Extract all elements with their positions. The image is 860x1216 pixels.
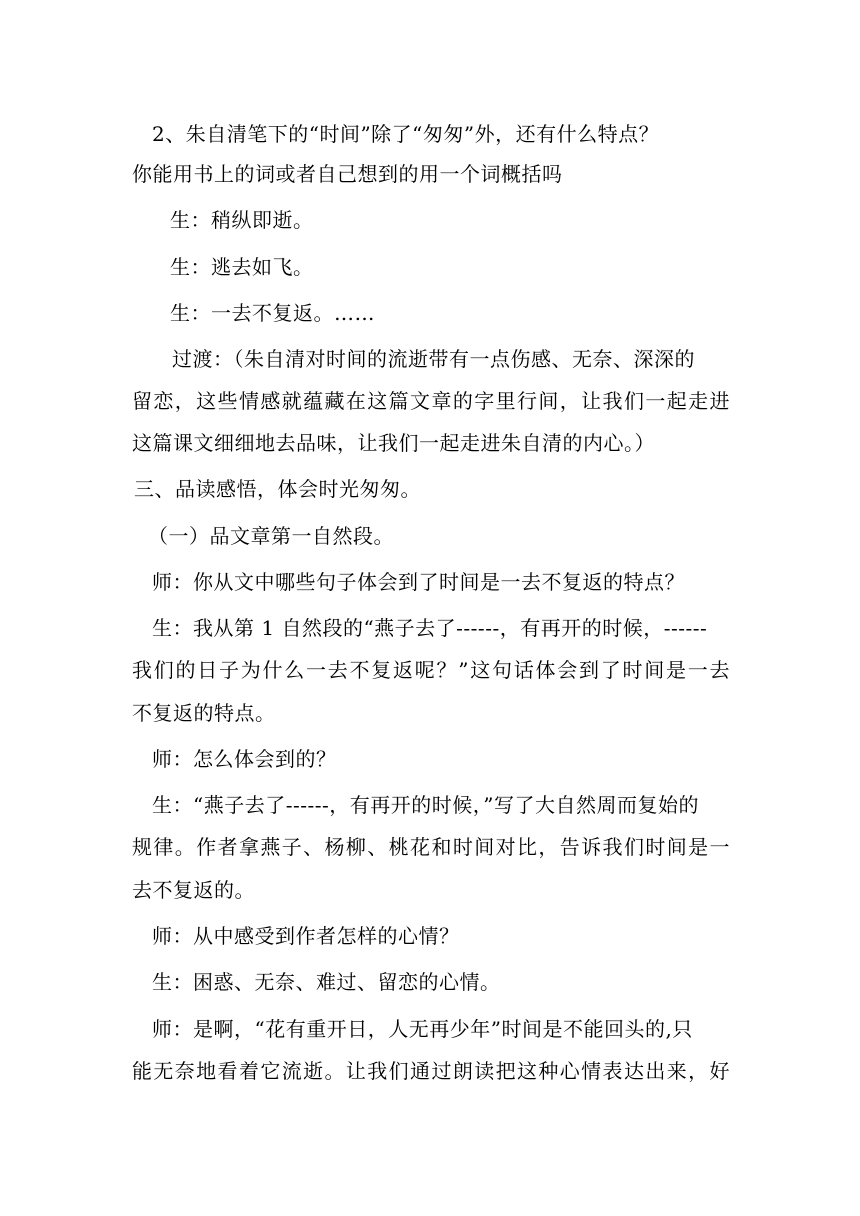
paragraph-line: 2、朱自清笔下的“时间”除了“匆匆”外，还有什么特点？ bbox=[152, 122, 660, 146]
paragraph-line: 过渡：（朱自清对时间的流逝带有一点伤感、无奈、深深的 bbox=[172, 347, 695, 371]
student-line: 生：困惑、无奈、难过、留恋的心情。 bbox=[152, 970, 501, 994]
teacher-line: 师：你从文中哪些句子体会到了时间是一去不复返的特点？ bbox=[152, 570, 685, 594]
paragraph-line: 你能用书上的词或者自己想到的用一个词概括吗 bbox=[132, 162, 563, 186]
teacher-line: 师：怎么体会到的？ bbox=[152, 747, 337, 771]
answer-line: 生：逃去如飞。 bbox=[170, 255, 314, 279]
paragraph-line: 我们的日子为什么一去不复返呢？”这句话体会到了时间是一去 bbox=[132, 658, 730, 682]
paragraph-line: 能无奈地看着它流逝。让我们通过朗读把这种心情表达出来，好 bbox=[132, 1059, 730, 1083]
paragraph-line: 去不复返的。 bbox=[132, 878, 255, 902]
student-line: 生：我从第 1 自然段的“燕子去了------，有再开的时候，------ bbox=[152, 616, 708, 640]
paragraph-line: 这篇课文细细地去品味，让我们一起走进朱自清的内心。） bbox=[132, 431, 655, 455]
teacher-line: 师：从中感受到作者怎样的心情？ bbox=[152, 924, 460, 948]
answer-line: 生：稍纵即逝。 bbox=[170, 208, 314, 232]
section-heading: 三、品读感悟，体会时光匆匆。 bbox=[134, 477, 421, 501]
paragraph-line: 不复返的特点。 bbox=[132, 701, 276, 725]
teacher-line: 师：是啊，“花有重开日，人无再少年”时间是不能回头的,只 bbox=[152, 1017, 693, 1041]
paragraph-line: 留恋，这些情感就蕴藏在这篇文章的字里行间，让我们一起走进 bbox=[132, 389, 730, 413]
paragraph-line: 规律。作者拿燕子、杨柳、桃花和时间对比，告诉我们时间是一 bbox=[132, 835, 730, 859]
student-line: 生：“燕子去了------，有再开的时候，”写了大自然周而复始的 bbox=[152, 793, 699, 817]
subsection-heading: （一）品文章第一自然段。 bbox=[148, 524, 394, 548]
answer-line: 生：一去不复返。…… bbox=[170, 301, 375, 325]
